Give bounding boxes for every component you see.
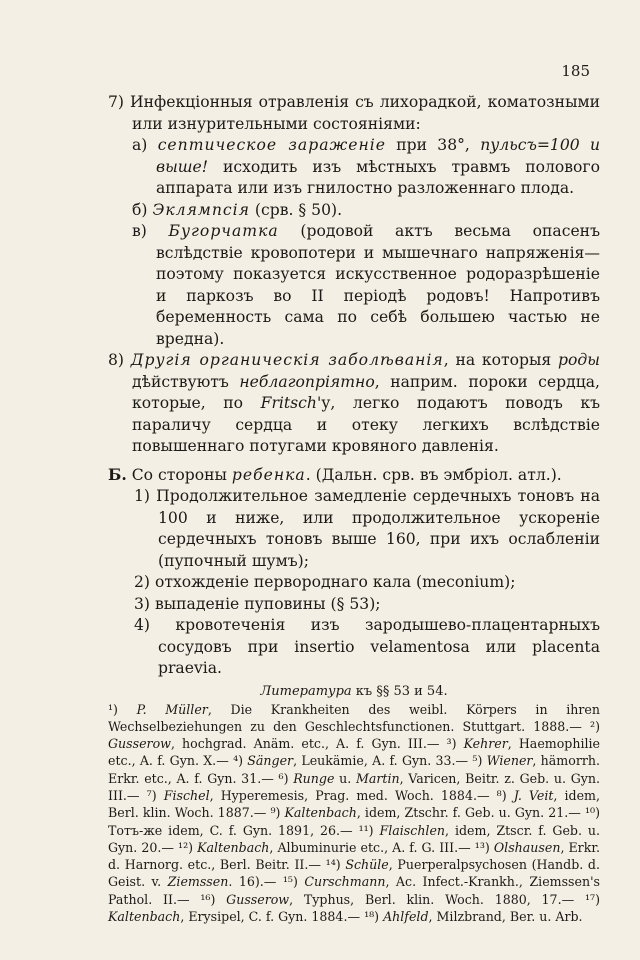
footnotes bbox=[108, 701, 600, 926]
footnote-text: , hämorrh. Erkr. etc., A. f. Gyn. 31.— bbox=[108, 753, 600, 786]
footnote-author: Ziemssen bbox=[167, 874, 229, 890]
footnote-number: ⁴) bbox=[233, 753, 248, 769]
footnote-text: , Ac. Infect.-Krankh., Ziemssen's Pathol. II.— bbox=[108, 874, 600, 907]
term-organic: Другія органическія заболѣванія bbox=[130, 351, 444, 369]
footnote-number: ¹⁷) bbox=[584, 891, 600, 907]
footnote bbox=[168, 874, 277, 889]
footnote-text: , idem, Ztscr. f. Geb. u. Gyn. 20.— bbox=[108, 822, 600, 855]
footnote-author: Martin bbox=[355, 770, 400, 786]
footnote-author: Curschmann bbox=[304, 874, 386, 890]
section-b-heading: Б. Со стороны ребенка. (Дальн. срв. въ эмбріол. атл.). bbox=[108, 464, 562, 484]
footnote-number: ⁷) bbox=[146, 787, 164, 803]
footnote-author: P. Müller bbox=[136, 701, 208, 717]
footnote-number: ¹⁶) bbox=[200, 891, 227, 907]
footnote-text: , Milzbrand, Ber. u. Arb. bbox=[428, 909, 583, 925]
footnote-number: ⁹) bbox=[270, 805, 285, 821]
term-unfavorable: неблагопріятно bbox=[239, 372, 375, 391]
footnote-author: Schüle bbox=[345, 857, 389, 873]
footnote-number: ¹³) bbox=[474, 839, 494, 855]
term-child: ребенка bbox=[231, 465, 306, 484]
footnote-author: Kaltenbach bbox=[197, 839, 270, 855]
footnote-text: , idem, Berl. klin. Woch. 1887.— bbox=[108, 787, 600, 821]
list-item: 1) Продолжительное замедленіе сердечныхъ тоновъ на 100 и ниже, или продолжительное ускореніе сердечныхъ тоновъ выше 160, при ихъ ослабленіи (пупочный шумъ); bbox=[134, 487, 600, 570]
term-eclampsia: Эклямпсія bbox=[152, 200, 250, 219]
footnote-number: ²) bbox=[590, 718, 600, 734]
footnote bbox=[108, 702, 600, 734]
footnote-author: Olshausen bbox=[493, 839, 561, 855]
footnote-text: u. bbox=[334, 770, 356, 786]
footnote-number: ¹⁵) bbox=[282, 874, 305, 890]
footnote bbox=[147, 788, 490, 803]
footnote-author: Flaischlen bbox=[379, 822, 446, 838]
item-7: 7) Инфекціонныя отравленія съ лихорадкой, коматозными или изнурительными состояніями: bbox=[108, 93, 600, 133]
footnote-text: , idem, Ztschr. f. Geb. u. Gyn. 21.— bbox=[356, 805, 581, 821]
list-item: 4) кровотеченія изъ зародышево-плацентарныхъ сосудовъ при insertio velamentosa или placenta praevia. bbox=[134, 616, 600, 677]
main-text bbox=[108, 92, 600, 680]
footnote-author: Wiener bbox=[486, 753, 533, 769]
footnote bbox=[270, 805, 580, 820]
footnote-number: ⁸) bbox=[496, 787, 514, 803]
term-pulse: пульсъ=100 и выше! bbox=[156, 136, 601, 176]
footnote-number: ³) bbox=[446, 736, 464, 752]
footnote-text: , Hyperemesis, Prag. med. Woch. 1884.— bbox=[209, 787, 490, 803]
footnote-text: , Albuminurie etc., A. f. G. III.— bbox=[269, 839, 471, 855]
item-7v: в) Бугорчатка (родовой актъ весьма опасенъ вслѣдствіе кровопотери и мышечнаго напряженія—поэтому показуется искусственное родоразрѣшеніе и паркозъ во II періодѣ родовъ! Напротивъ беременность сама по себѣ большею частью не вредна). bbox=[132, 222, 600, 348]
footnote-text: . 16).— bbox=[228, 874, 277, 890]
footnote-text: , Die Krankheiten des weibl. Körpers in ihren Wechselbeziehungen zu den Geschlechtsfunctionen. Stuttgart. 1888.— bbox=[108, 701, 600, 734]
footnote bbox=[178, 840, 471, 855]
footnote-number: ⁵) bbox=[472, 753, 487, 769]
item-7a: а) септическое зараженіе при 38°, пульсъ=100 и выше! исходить изъ мѣстныхъ травмъ полового аппарата или изъ гнилостно разложеннаго плода. bbox=[132, 136, 601, 197]
footnote-author: Kehrer bbox=[463, 736, 508, 752]
footnote-text: , hochgrad. Anäm. etc., A. f. Gyn. III.— bbox=[170, 736, 440, 752]
footnote-text: Тотъ-же idem, C. f. Gyn. 1891, 26.— bbox=[108, 822, 353, 838]
footnote-author: J. Veit bbox=[513, 787, 554, 803]
page-number: 185 bbox=[561, 62, 590, 80]
footnote bbox=[200, 892, 574, 907]
list-item: 3) выпаденіе пуповины (§ 53); bbox=[134, 594, 381, 613]
footnote-text: , Typhus, Berl. klin. Woch. 1880, 17.— bbox=[289, 891, 575, 907]
footnote-number: ¹²) bbox=[178, 839, 198, 855]
footnote-author: Kaltenbach bbox=[284, 805, 357, 821]
list-item: 2) отхожденіе первороднаго кала (meconium); bbox=[134, 573, 516, 591]
footnote-author: Runge bbox=[293, 770, 335, 786]
footnote bbox=[233, 753, 468, 768]
footnote-author: Ahlfeld bbox=[383, 909, 429, 925]
literature-heading: Литература къ §§ 53 и 54. bbox=[260, 683, 448, 699]
footnote-number: ¹⁴) bbox=[325, 857, 346, 873]
footnote-author: Gusserow bbox=[108, 736, 171, 752]
footnote-text: , Varicen, Beitr. z. Geb. u. Gyn. III.— bbox=[108, 770, 600, 803]
footnote-number: ¹⁸) bbox=[364, 909, 384, 925]
item-8: 8) Другія органическія заболѣванія, на которыя роды дѣйствуютъ неблагопріятно, наприм. пороки сердца, которые, по Fritsch'у, легко подаютъ поводъ къ параличу сердца и отеку легкихъ вслѣдствіе повышеннаго потугами кровяного давленія. bbox=[108, 351, 601, 455]
footnote bbox=[364, 909, 582, 924]
footnote-number: ¹¹) bbox=[358, 822, 380, 838]
footnote-author: Fischel bbox=[163, 787, 210, 803]
author-fritsch: Fritsch bbox=[260, 394, 317, 412]
item-7b: б) Эклямпсія (срв. § 50). bbox=[132, 200, 343, 219]
footnote-text: , Leukämie, A. f. Gyn. 33.— bbox=[293, 753, 469, 769]
term-tuberculosis: Бугорчатка bbox=[168, 222, 279, 240]
term-septic: септическое зараженіе bbox=[157, 136, 386, 154]
footnote-text: , Haemophilie etc., A. f. Gyn. X.— bbox=[108, 736, 601, 769]
footnote-text: , Erysipel, C. f. Gyn. 1884.— bbox=[180, 909, 361, 925]
term-birth: роды bbox=[558, 351, 601, 369]
footnote-text: , Puerperalpsychosen (Handb. d. Geist. v. bbox=[108, 857, 600, 890]
footnote-number: ⁶) bbox=[278, 770, 294, 786]
footnote-author: Gusserow bbox=[226, 891, 290, 907]
footnote-number: ¹⁰) bbox=[585, 805, 601, 821]
footnote-number: ¹) bbox=[108, 701, 137, 717]
footnote-text: , Erkr. d. Harnorg. etc., Berl. Beitr. II.— bbox=[108, 839, 600, 873]
footnote-author: Sänger bbox=[247, 753, 294, 769]
footnote-author: Kaltenbach bbox=[108, 909, 181, 925]
footnote bbox=[279, 771, 356, 786]
